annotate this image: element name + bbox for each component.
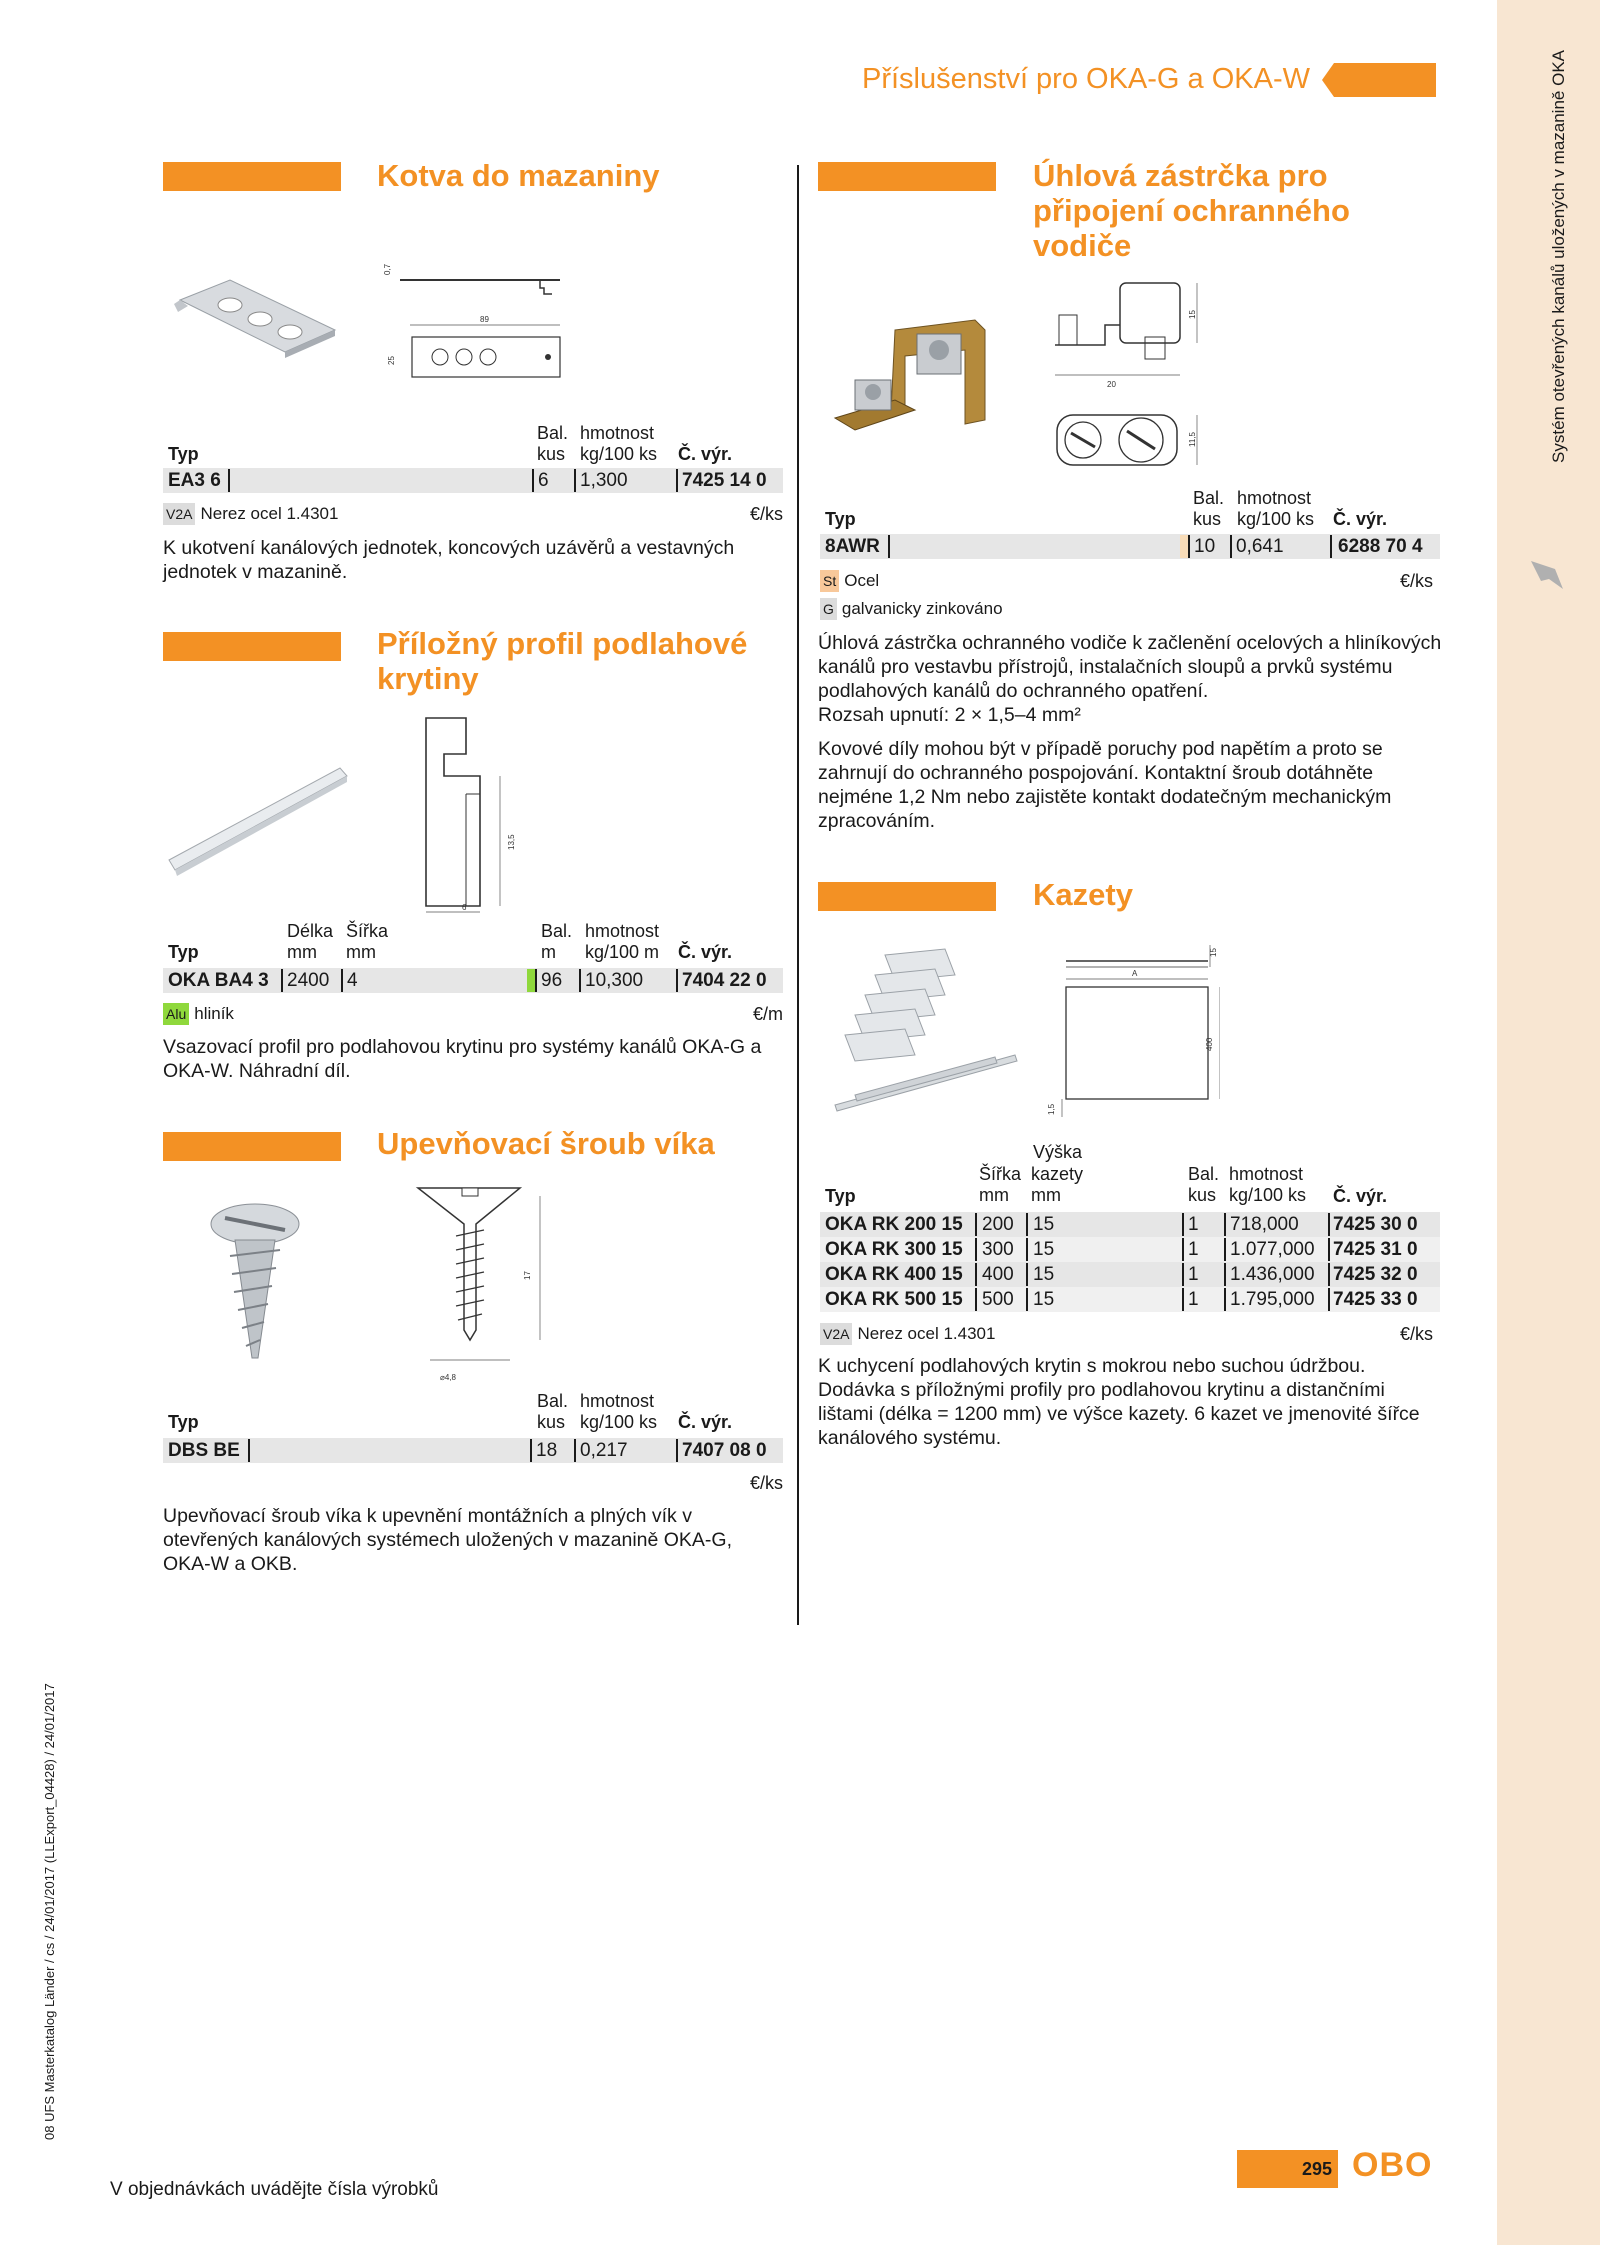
finish-tag: G — [820, 598, 837, 620]
plug-photo — [825, 300, 1025, 450]
cell-cvyr: 7425 14 0 — [682, 470, 767, 491]
col-bal: Bal. kus — [537, 423, 569, 464]
col-cvyr: Č. výr. — [1333, 1186, 1388, 1206]
cell-hm: 10,300 — [585, 970, 644, 991]
dim-label: 1,5 — [1047, 1103, 1056, 1115]
material: V2A Nerez ocel 1.4301 — [820, 1323, 995, 1345]
footer-note: V objednávkách uvádějte čísla výrobků — [110, 2179, 439, 2200]
col-hm: hmotnost kg/100 m — [585, 921, 660, 962]
dim-label: 89 — [480, 315, 489, 324]
cell-cvyr: 7425 30 0 — [1333, 1214, 1418, 1235]
cell-sep — [1026, 1238, 1028, 1261]
col-bal: Bal. kus — [1188, 1164, 1220, 1205]
cell-sep — [1328, 1213, 1330, 1236]
header-tab — [1322, 63, 1436, 97]
cell-typ: EA3 6 — [168, 470, 221, 491]
material: Alu hliník — [163, 1003, 234, 1025]
dim-label: ⌀4,8 — [440, 1373, 456, 1382]
highlight-mark — [527, 969, 535, 992]
dim-label: A — [1132, 969, 1138, 978]
finish: G galvanicky zinkováno — [820, 598, 1003, 620]
catalog-imprint: 08 UFS Masterkatalog Länder / cs / 24/01/2017 (LLExport_04428) / 24/01/2017 — [42, 1683, 57, 2140]
cell-sep — [975, 1288, 977, 1311]
cell-sep — [888, 535, 890, 558]
material-tag: St — [820, 570, 839, 592]
cell-typ: OKA BA4 3 — [168, 970, 269, 991]
cell-typ: OKA RK 500 15 — [825, 1289, 963, 1310]
dim-label: 20 — [1107, 380, 1116, 389]
cell-sep — [228, 469, 230, 492]
material-tag: V2A — [820, 1323, 852, 1345]
profile-photo — [165, 740, 350, 880]
col-bal: Bal. m — [541, 921, 573, 962]
dim-label: 25 — [387, 356, 396, 365]
section-title: Příložný profil podlahové krytiny — [377, 626, 748, 696]
cell-hm: 0,641 — [1236, 536, 1284, 557]
cell-sep — [975, 1263, 977, 1286]
cell-sirka: 300 — [982, 1239, 1014, 1260]
col-sirka: Šířka mm — [346, 921, 389, 962]
cell-sep — [1026, 1263, 1028, 1286]
cell-vyska: 15 — [1033, 1289, 1055, 1310]
cell-typ: OKA RK 200 15 — [825, 1214, 963, 1235]
cell-sep — [535, 969, 537, 992]
cell-bal: 6 — [538, 470, 549, 491]
price-unit: €/m — [752, 1004, 783, 1024]
cell-sep — [1224, 1238, 1226, 1261]
dim-label: 17 — [523, 1271, 532, 1280]
dim-label: 11,5 — [1188, 432, 1197, 447]
col-bal: Bal. kus — [1193, 488, 1225, 529]
cell-vyska: 15 — [1033, 1239, 1055, 1260]
anchor-photo — [170, 270, 340, 380]
cell-delka: 2400 — [287, 970, 330, 991]
description: K uchycení podlahových krytin s mokrou nebo suchou údržbou. Dodávka s příložnými profily pro podlahovou krytinu a distančními lištami (délka = 1200 mm) ve výšce kazety. 6 kazet ve jmenovité šířce kanálového systému. — [818, 1355, 1420, 1449]
cell-sep — [1026, 1288, 1028, 1311]
col-delka: Délka mm — [287, 921, 334, 962]
cell-cvyr: 6288 70 4 — [1338, 536, 1423, 557]
description-note: Kovové díly mohou být v případě poruchy pod napětím a proto se zahrnují do ochranného pospojování. Kontaktní šroub dotáhněte nejméne 1,2 Nm nebo zajistěte kontakt dodatečným mechanickým zpracováním. — [818, 738, 1392, 832]
cell-cvyr: 7425 32 0 — [1333, 1264, 1418, 1285]
cell-sep — [1328, 1263, 1330, 1286]
profile-drawing — [410, 710, 550, 920]
cell-bal: 1 — [1188, 1214, 1199, 1235]
cell-sep — [1230, 535, 1232, 558]
col-hm: hmotnost kg/100 ks — [1229, 1164, 1307, 1205]
col-typ: Typ — [168, 444, 199, 464]
cell-sep — [341, 969, 343, 992]
cell-sep — [1026, 1213, 1028, 1236]
cell-sirka: 500 — [982, 1289, 1014, 1310]
cell-typ: 8AWR — [825, 536, 880, 557]
dim-label: 15 — [1209, 948, 1218, 957]
col-typ: Typ — [825, 509, 856, 529]
cell-sirka: 4 — [347, 970, 358, 991]
section-title: Kotva do mazaniny — [377, 158, 660, 193]
highlight-mark — [1180, 535, 1188, 558]
cell-hm: 1,300 — [580, 470, 628, 491]
column-divider — [797, 165, 799, 1625]
dim-label: 13,5 — [507, 834, 516, 850]
section-title: Upevňovací šroub víka — [377, 1126, 715, 1161]
cell-bal: 1 — [1188, 1289, 1199, 1310]
cell-vyska: 15 — [1033, 1214, 1055, 1235]
description: Vsazovací profil pro podlahovou krytinu pro systémy kanálů OKA-G a OKA-W. Náhradní díl. — [163, 1036, 762, 1082]
cell-sep — [676, 1439, 678, 1462]
col-hm: hmotnost kg/100 ks — [580, 1391, 658, 1432]
cell-sep — [1328, 1238, 1330, 1261]
side-text: Systém otevřených kanálů uložených v mazanině OKA — [1549, 50, 1568, 463]
material: St Ocel — [820, 570, 879, 592]
cell-sep — [1182, 1238, 1184, 1261]
cell-bal: 96 — [541, 970, 563, 991]
cell-hm: 1.795,000 — [1230, 1289, 1315, 1310]
cell-cvyr: 7404 22 0 — [682, 970, 767, 991]
side-arrow-icon — [1527, 555, 1567, 595]
section-title: Kazety — [1033, 877, 1133, 912]
cell-sep — [579, 969, 581, 992]
cell-typ: OKA RK 400 15 — [825, 1264, 963, 1285]
col-hm: hmotnost kg/100 ks — [580, 423, 658, 464]
col-sirka: Šířka mm — [979, 1164, 1022, 1205]
dim-label: 15 — [1188, 310, 1197, 319]
dim-label: 6 — [462, 903, 467, 912]
cell-sep — [1188, 535, 1190, 558]
section-bar — [163, 162, 341, 191]
cassette-drawing — [1040, 935, 1220, 1125]
cell-sep — [574, 1439, 576, 1462]
cell-cvyr: 7425 33 0 — [1333, 1289, 1418, 1310]
cell-sep — [1328, 1288, 1330, 1311]
cell-sep — [975, 1213, 977, 1236]
col-cvyr: Č. výr. — [1333, 509, 1388, 529]
col-vyska: Výška — [1033, 1142, 1083, 1162]
price-unit: €/ks — [749, 504, 783, 524]
cell-sep — [1182, 1288, 1184, 1311]
col-cvyr: Č. výr. — [678, 444, 733, 464]
cell-sep — [1182, 1263, 1184, 1286]
cell-vyska: 15 — [1033, 1264, 1055, 1285]
cell-typ: DBS BE — [168, 1440, 240, 1461]
cell-sep — [530, 1439, 532, 1462]
col-hm: hmotnost kg/100 ks — [1237, 488, 1315, 529]
cell-sep — [248, 1439, 250, 1462]
price-unit: €/ks — [1399, 1324, 1433, 1344]
cell-sep — [676, 969, 678, 992]
cell-hm: 718,000 — [1230, 1214, 1299, 1235]
section-bar — [818, 162, 996, 191]
screw-photo — [200, 1198, 310, 1368]
section-bar — [818, 882, 996, 911]
anchor-drawing — [380, 245, 570, 395]
material-tag: V2A — [163, 503, 195, 525]
dim-label: 400 — [1205, 1037, 1214, 1051]
cell-bal: 18 — [536, 1440, 558, 1461]
cell-cvyr: 7425 31 0 — [1333, 1239, 1418, 1260]
page-number: 295 — [1301, 2159, 1332, 2179]
cell-sep — [1224, 1213, 1226, 1236]
cell-cvyr: 7407 08 0 — [682, 1440, 767, 1461]
price-unit: €/ks — [1399, 571, 1433, 591]
cell-hm: 1.436,000 — [1230, 1264, 1315, 1285]
description: K ukotvení kanálových jednotek, koncových uzávěrů a vestavných jednotek v mazanině. — [163, 537, 735, 583]
col-cvyr: Č. výr. — [678, 1412, 733, 1432]
description: Úhlová zástrčka ochranného vodiče k začlenění ocelových a hliníkových kanálů pro vestavbu přístrojů, instalačních sloupů a prvků systému podlahových kanálů do ochranného opatření. — [818, 632, 1442, 702]
description: Upevňovací šroub víka k upevnění montážních a plných vík v otevřených kanálových systémech uložených v mazanině OKA-G, OKA-W a OKB. — [163, 1505, 733, 1575]
cell-sep — [574, 469, 576, 492]
cell-bal: 1 — [1188, 1264, 1199, 1285]
col-typ: Typ — [168, 1412, 199, 1432]
dim-label: 0,7 — [383, 263, 392, 275]
col-cvyr: Č. výr. — [678, 942, 733, 962]
cell-sep — [676, 469, 678, 492]
cell-sep — [975, 1238, 977, 1261]
page-header-title: Příslušenství pro OKA-G a OKA-W — [862, 63, 1310, 95]
col-typ: Typ — [168, 942, 199, 962]
cell-sirka: 400 — [982, 1264, 1014, 1285]
cell-sep — [532, 469, 534, 492]
cell-sep — [1224, 1263, 1226, 1286]
description-range: Rozsah upnutí: 2 × 1,5–4 mm² — [818, 704, 1081, 726]
cell-typ: OKA RK 300 15 — [825, 1239, 963, 1260]
section-bar — [163, 1132, 341, 1161]
cell-hm: 1.077,000 — [1230, 1239, 1315, 1260]
cell-sep — [281, 969, 283, 992]
section-title: Úhlová zástrčka pro připojení ochranného vodiče — [1033, 158, 1350, 263]
material-tag: Alu — [163, 1003, 189, 1025]
cell-hm: 0,217 — [580, 1440, 628, 1461]
cassette-photo — [825, 945, 1025, 1115]
col-typ: Typ — [825, 1186, 856, 1206]
cell-sep — [1182, 1213, 1184, 1236]
cell-bal: 1 — [1188, 1239, 1199, 1260]
brand-logo: OBO — [1352, 2146, 1433, 2184]
price-unit: €/ks — [749, 1473, 783, 1493]
col-bal: Bal. kus — [537, 1391, 569, 1432]
material: V2A Nerez ocel 1.4301 — [163, 503, 338, 525]
screw-drawing — [410, 1180, 560, 1390]
plug-drawing — [1045, 275, 1220, 495]
cell-bal: 10 — [1194, 536, 1216, 557]
cell-sep — [1330, 535, 1332, 558]
col-vyska-sub: kazety mm — [1031, 1164, 1084, 1205]
cell-sirka: 200 — [982, 1214, 1014, 1235]
cell-sep — [1224, 1288, 1226, 1311]
section-bar — [163, 632, 341, 661]
